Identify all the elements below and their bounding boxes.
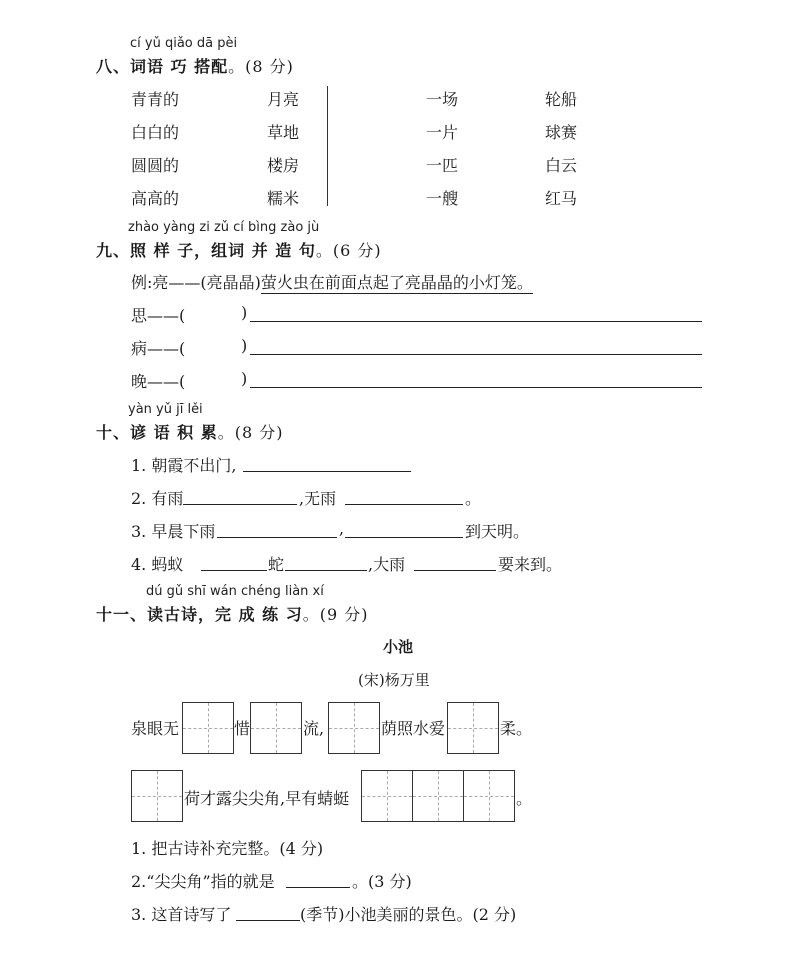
word-right-b-1: 轮船	[545, 90, 578, 109]
proverb-2-blank-2[interactable]	[345, 504, 463, 505]
s8-pinyin: cí yǔ qiǎo dā pèi	[130, 36, 238, 51]
proverb-2b: ,无雨	[299, 489, 337, 508]
s9-title: 九、照 样 子，组词 并 造 句	[96, 241, 316, 260]
section-11-heading	[96, 602, 368, 625]
item-si-answer-line[interactable]	[250, 321, 702, 322]
poem-blank-box-7[interactable]	[412, 770, 464, 822]
poem-blank-box-2[interactable]	[250, 702, 302, 754]
word-left-a-1: 青青的	[131, 90, 180, 109]
proverb-2a: 2. 有雨	[131, 489, 184, 508]
word-right-a-1: 一场	[426, 90, 459, 109]
word-right-b-4: 红马	[545, 189, 578, 208]
proverb-3c: 到天明。	[465, 522, 530, 541]
example-row	[131, 270, 533, 293]
proverb-3-blank-1[interactable]	[217, 537, 337, 538]
s11-title: 十一、读古诗，完 成 练 习	[96, 605, 303, 624]
poem-line1-a: 泉眼无	[131, 719, 180, 738]
poem-line2-a: 荷才露尖尖角,早有蜻蜓	[184, 789, 350, 808]
proverb-3-blank-2[interactable]	[345, 537, 463, 538]
proverb-3b: ,	[339, 519, 345, 538]
section-9-heading	[96, 238, 382, 261]
proverb-2c: 。	[465, 489, 482, 508]
example-sentence: 萤火虫在前面点起了亮晶晶的小灯笼。	[260, 273, 533, 292]
poem-line2-b: 。	[516, 789, 533, 808]
proverb-1: 1. 朝霞不出门,	[131, 456, 237, 475]
poem-question-2a: 2.“尖尖角”指的就是	[131, 872, 275, 891]
proverb-4-blank-2[interactable]	[285, 570, 367, 571]
proverb-4a: 4. 蚂蚁	[131, 555, 184, 574]
poem-blank-box-5[interactable]	[131, 770, 183, 822]
proverb-1-blank[interactable]	[243, 471, 411, 472]
item-bing-label: 病——(	[131, 339, 186, 358]
poem-blank-box-6[interactable]	[361, 770, 413, 822]
s10-title: 十、谚 语 积 累	[96, 423, 218, 442]
proverb-4c: ,大雨	[368, 555, 406, 574]
example-prefix: 例:亮——(亮晶晶)	[131, 273, 261, 292]
word-right-a-4: 一艘	[426, 189, 459, 208]
item-bing-paren: )	[241, 336, 248, 355]
poem-title: 小池	[383, 638, 414, 656]
item-bing-answer-line[interactable]	[250, 354, 702, 355]
poem-author: (宋)杨万里	[358, 671, 430, 689]
poem-question-1: 1. 把古诗补充完整。(4 分)	[131, 839, 324, 858]
word-left-a-4: 高高的	[131, 189, 180, 208]
poem-question-3a: 3. 这首诗写了	[131, 905, 232, 924]
word-right-b-3: 白云	[545, 156, 578, 175]
word-left-b-3: 楼房	[267, 156, 300, 175]
poem-line1-d: 荫照水爱	[381, 719, 446, 738]
word-left-b-2: 草地	[267, 123, 300, 142]
section-8-heading	[96, 54, 294, 77]
proverb-2-blank-1[interactable]	[183, 504, 297, 505]
proverb-4-blank-3[interactable]	[414, 570, 496, 571]
word-left-a-3: 圆圆的	[131, 156, 180, 175]
proverb-4b: 蛇	[268, 555, 285, 574]
s8-points: 。(8 分)	[228, 57, 294, 76]
poem-blank-box-8[interactable]	[463, 770, 515, 822]
item-si-label: 思——(	[131, 306, 186, 325]
poem-blank-box-3[interactable]	[328, 702, 380, 754]
column-divider	[327, 86, 328, 206]
s10-pinyin: yàn yǔ jī lěi	[128, 402, 203, 417]
proverb-4-blank-1[interactable]	[201, 570, 267, 571]
item-si-paren: )	[241, 303, 248, 322]
word-left-b-1: 月亮	[267, 90, 300, 109]
poem-line1-e: 柔。	[500, 719, 533, 738]
word-left-b-4: 糯米	[267, 189, 300, 208]
section-10-heading	[96, 420, 283, 443]
item-wan-paren: )	[241, 369, 248, 388]
word-right-a-2: 一片	[426, 123, 459, 142]
s11-points: 。(9 分)	[302, 605, 369, 624]
poem-question-2-blank[interactable]	[286, 887, 350, 888]
s9-points: 。(6 分)	[315, 241, 382, 260]
proverb-3a: 3. 早晨下雨	[131, 522, 216, 541]
word-right-b-2: 球赛	[545, 123, 578, 142]
proverb-4d: 要来到。	[498, 555, 563, 574]
s10-points: 。(8 分)	[217, 423, 284, 442]
item-wan-label: 晚——(	[131, 372, 186, 391]
poem-blank-box-4[interactable]	[447, 702, 499, 754]
s8-title: 八、词语 巧 搭配	[96, 57, 229, 76]
poem-question-3b: (季节)小池美丽的景色。(2 分)	[300, 905, 517, 924]
poem-line1-b: 惜	[234, 719, 251, 738]
word-right-a-3: 一匹	[426, 156, 459, 175]
s11-pinyin: dú gǔ shī wán chéng liàn xí	[146, 584, 324, 599]
poem-question-2b: 。(3 分)	[352, 872, 412, 891]
poem-blank-box-1[interactable]	[182, 702, 234, 754]
poem-line1-c: 流,	[303, 719, 325, 738]
word-left-a-2: 白白的	[131, 123, 180, 142]
poem-question-3-blank[interactable]	[236, 920, 300, 921]
s9-pinyin: zhào yàng zi zǔ cí bìng zào jù	[128, 220, 320, 235]
item-wan-answer-line[interactable]	[250, 387, 702, 388]
